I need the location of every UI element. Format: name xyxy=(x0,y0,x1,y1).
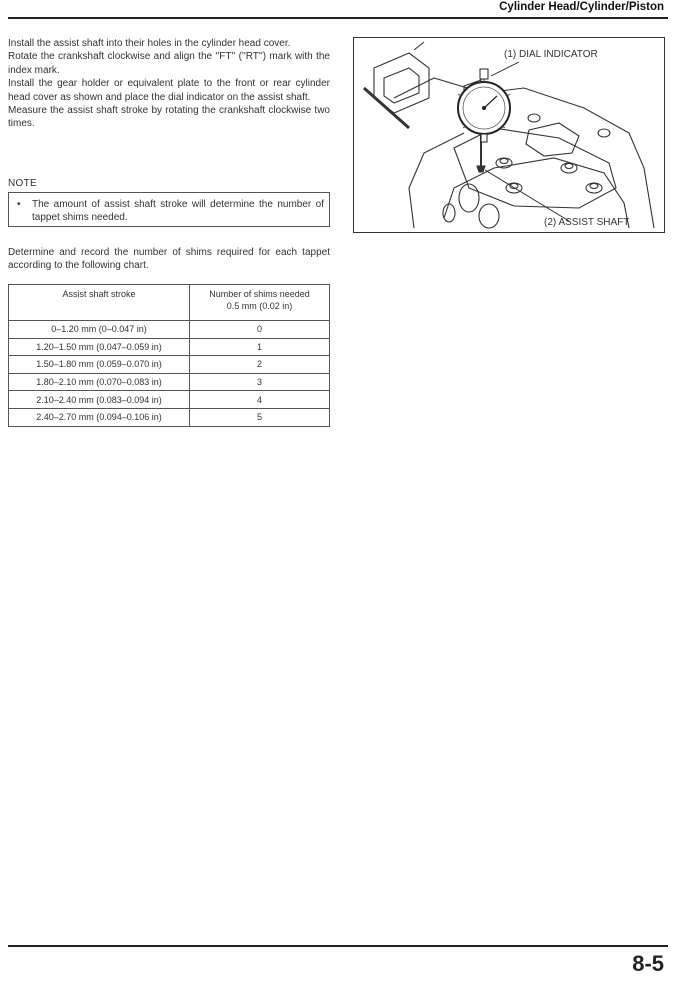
page-header-title: Cylinder Head/Cylinder/Piston xyxy=(499,1,664,13)
shim-count-cell: 4 xyxy=(190,391,330,409)
instruction-paragraph: Rotate the crankshaft clockwise and align the ''FT'' (''RT'') mark with the index mark. xyxy=(8,51,330,76)
table-row xyxy=(9,356,330,374)
leader-line-dial xyxy=(491,62,519,76)
note-text: The amount of assist shaft stroke will determine the number of tappet shims needed. xyxy=(32,199,324,224)
shim-count-cell: 3 xyxy=(190,373,330,391)
note-label: NOTE xyxy=(8,178,37,189)
shim-chart-table xyxy=(8,284,330,427)
shim-count-cell: 0 xyxy=(190,321,330,339)
header-number-of-shims xyxy=(190,285,330,321)
dial-gauge-icon xyxy=(458,69,510,142)
instruction-paragraph: Measure the assist shaft stroke by rotating the crankshaft clockwise two times. xyxy=(8,105,330,130)
stroke-range-cell: 1.80–2.10 mm (0.070–0.083 in) xyxy=(9,373,190,391)
header-shims-line-1: Number of shims needed xyxy=(209,289,310,299)
header-assist-shaft-stroke: Assist shaft stroke xyxy=(9,285,190,321)
assist-shaft-label: (2) ASSIST SHAFT xyxy=(544,217,630,228)
dial-indicator-label: (1) DIAL INDICATOR xyxy=(504,49,598,60)
chart-intro-text: Determine and record the number of shims required for each tappet according to the following chart. xyxy=(8,247,330,272)
shim-count-cell: 2 xyxy=(190,356,330,374)
stroke-range-cell: 2.10–2.40 mm (0.083–0.094 in) xyxy=(9,391,190,409)
table-header-row xyxy=(9,285,330,321)
table-row xyxy=(9,408,330,426)
table-row xyxy=(9,321,330,339)
stroke-range-cell: 2.40–2.70 mm (0.094–0.106 in) xyxy=(9,408,190,426)
stroke-range-cell: 1.20–1.50 mm (0.047–0.059 in) xyxy=(9,338,190,356)
dial-indicator-illustration xyxy=(353,37,665,233)
page-number: 8-5 xyxy=(632,951,664,976)
table-row xyxy=(9,391,330,409)
note-bullet: • xyxy=(17,199,21,210)
engine-drawing xyxy=(354,38,664,232)
header-rule xyxy=(8,17,668,19)
header-shims-line-2: 0.5 mm (0.02 in) xyxy=(226,300,293,311)
note-box xyxy=(8,192,330,227)
shim-count-cell: 5 xyxy=(190,408,330,426)
footer-rule xyxy=(8,945,668,947)
instruction-paragraph: Install the assist shaft into their holes in the cylinder head cover. xyxy=(8,38,291,49)
leader-line-shaft xyxy=(485,170,569,221)
shim-count-cell: 1 xyxy=(190,338,330,356)
stroke-range-cell: 1.50–1.80 mm (0.059–0.070 in) xyxy=(9,356,190,374)
instruction-paragraph: Install the gear holder or equivalent plate to the front or rear cylinder head cover as shown and place the dial indicator on the assist shaft. xyxy=(8,78,330,103)
table-row xyxy=(9,338,330,356)
instructions xyxy=(8,37,330,131)
table-row xyxy=(9,373,330,391)
stroke-range-cell: 0–1.20 mm (0–0.047 in) xyxy=(9,321,190,339)
